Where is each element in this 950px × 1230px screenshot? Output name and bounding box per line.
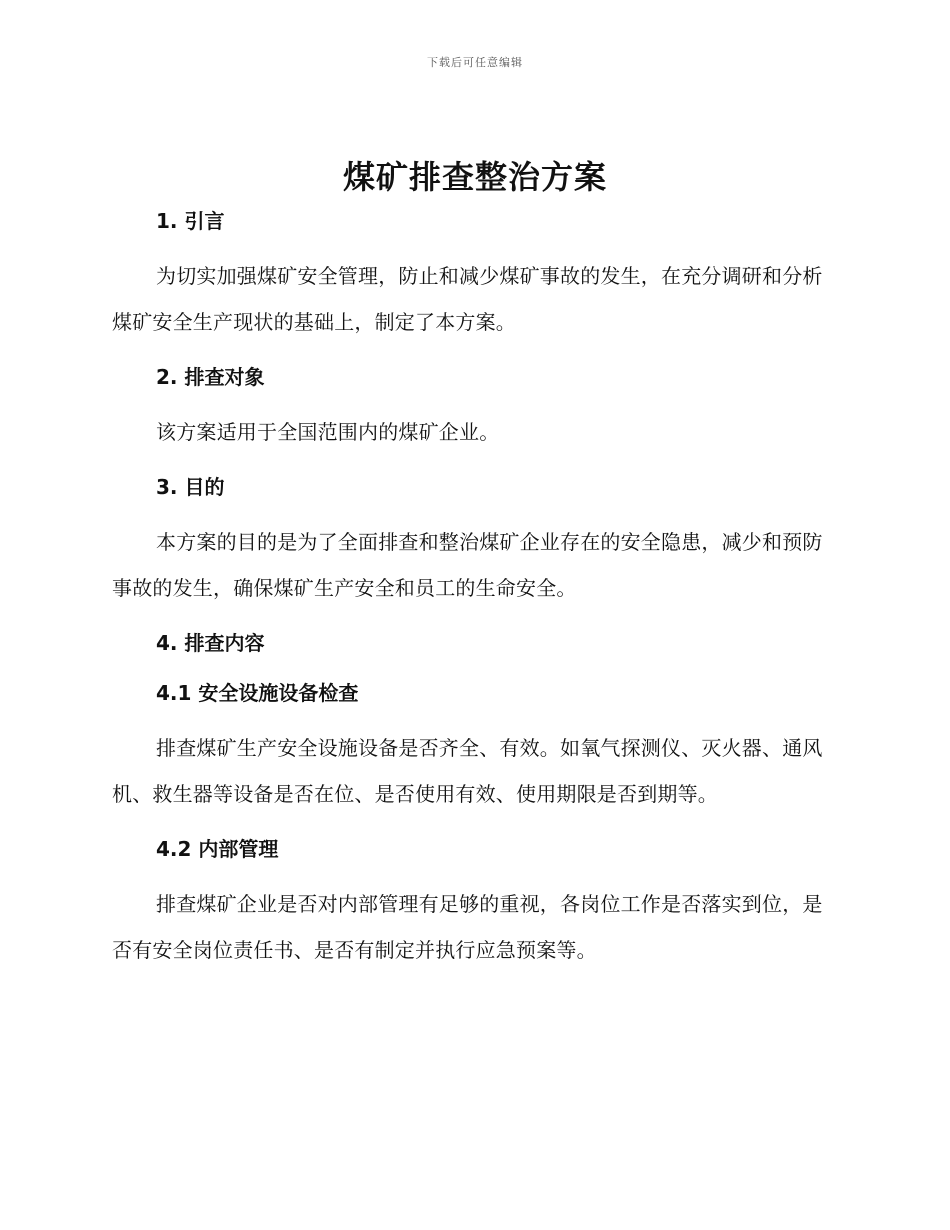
section-paragraph-4-2: 排查煤矿企业是否对内部管理有足够的重视，各岗位工作是否落实到位，是否有安全岗位责任书、是否有制定并执行应急预案等。 <box>112 892 823 962</box>
section-heading-1: 1. 引言 <box>156 209 225 233</box>
header-watermark: 下载后可任意编辑 <box>427 56 523 69</box>
section-heading-4-2: 4.2 内部管理 <box>156 837 279 861</box>
section-paragraph-1: 为切实加强煤矿安全管理，防止和减少煤矿事故的发生，在充分调研和分析煤矿安全生产现状的基础上，制定了本方案。 <box>112 264 823 334</box>
section-heading-4: 4. 排查内容 <box>156 631 265 655</box>
document-body <box>112 203 832 973</box>
document-title: 煤矿排查整治方案 <box>342 158 607 196</box>
section-heading-4-1: 4.1 安全设施设备检查 <box>156 681 359 705</box>
section-paragraph-3: 本方案的目的是为了全面排查和整治煤矿企业存在的安全隐患，减少和预防事故的发生，确保煤矿生产安全和员工的生命安全。 <box>112 530 823 600</box>
section-heading-3: 3. 目的 <box>156 475 225 499</box>
section-paragraph-4-1: 排查煤矿生产安全设施设备是否齐全、有效。如氧气探测仪、灭火器、通风机、救生器等设备是否在位、是否使用有效、使用期限是否到期等。 <box>112 736 823 806</box>
section-paragraph-2: 该方案适用于全国范围内的煤矿企业。 <box>156 420 500 444</box>
section-heading-2: 2. 排查对象 <box>156 365 265 389</box>
